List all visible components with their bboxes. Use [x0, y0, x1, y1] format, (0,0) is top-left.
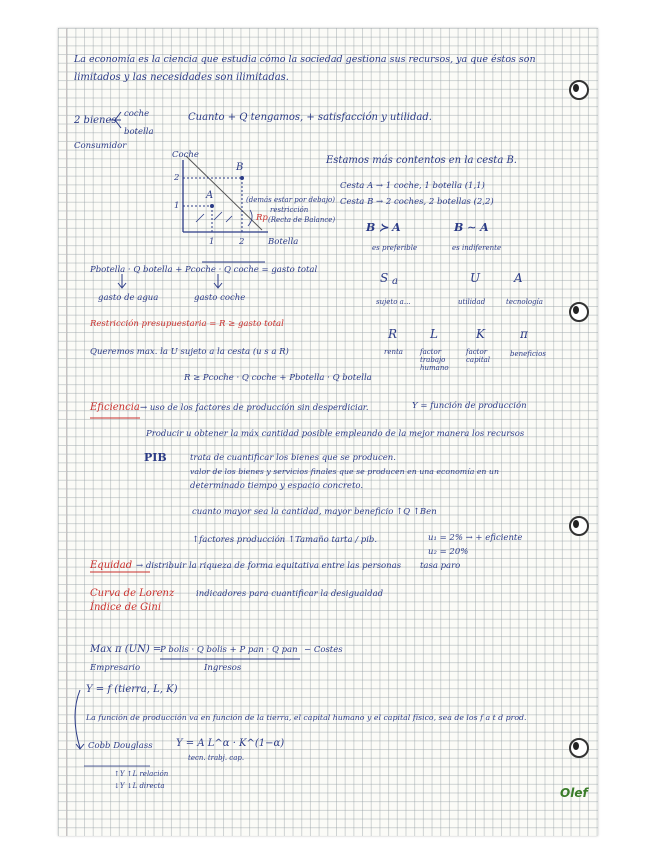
symbol-k: K [476, 327, 485, 341]
cesta-title: Estamos más contentos en la cesta B. [326, 155, 517, 166]
graph-y-tick-1: 1 [174, 201, 180, 211]
pib-line-1: trata de cuantificar los bienes que se producen. [190, 453, 396, 463]
graph-point-b: B [236, 162, 244, 173]
funcion-produccion: Y = función de producción [412, 401, 527, 411]
preference-label: es preferible [372, 244, 418, 252]
graph-x-tick-2: 2 [239, 237, 245, 247]
indicadores-note: indicadores para cuantificar la desigualdad [196, 589, 384, 599]
graph-y-label: Coche [172, 150, 199, 160]
max-ingresos: P bolis · Q bolis + P pan · Q pan [160, 645, 298, 655]
notebook-logo: Olef [560, 786, 588, 800]
equidad-text: → distribuir la riqueza de forma equitativa entre las personas [136, 561, 402, 571]
goods-coche: coche [124, 109, 150, 119]
empresario-label: Empresario [90, 663, 141, 673]
graph-point-a: A [206, 190, 214, 201]
graph-x-label: Botella [268, 237, 299, 247]
symbol-a-lower: a [392, 276, 398, 287]
indice-gini: Índice de Gini [90, 602, 162, 613]
cesta-a: Cesta A → 1 coche, 1 botella (1,1) [340, 181, 485, 191]
tasa-u2: u₂ = 20% [428, 547, 469, 557]
tasa-paro: tasa paro [420, 561, 461, 571]
symbol-pi: π [520, 327, 528, 341]
factores-produccion: ↑factores producción ↑Tamaño tarta / pib. [192, 535, 378, 545]
graph-note-1: (demás estar por debajo) [246, 196, 335, 204]
symbol-k-meaning: factor capital [466, 348, 491, 364]
gasto-equation: Pbotella · Q botella + Pcoche · Q coche = gasto total [90, 265, 318, 275]
funcion-prod-note: La función de producción va en función de la tierra, el capital humano y el capital físico, sea de los f a t d prod. [86, 713, 527, 722]
gasto-coche: gasto coche [194, 293, 246, 303]
symbol-r: R [388, 327, 398, 341]
cuanto-mayor: cuanto mayor sea la cantidad, mayor beneficio ↑Q ↑Ben [192, 507, 437, 517]
eficiencia-text: → uso de los factores de producción sin desperdiciar. [140, 403, 369, 413]
max-pi: Max π (UN) = [90, 644, 162, 655]
graph-note-3: (Recta de Balance) [268, 216, 336, 224]
relation-2: ↓Y ↓L directa [114, 782, 165, 790]
satisfaction-note: Cuanto + Q tengamos, + satisfacción y utilidad. [188, 112, 432, 123]
pib-line-2: valor de los bienes y servicios finales que se producen en una economía en un [190, 467, 499, 476]
graph-note-2: restricción [270, 206, 309, 214]
intro-line-2: limitados y las necesidades son ilimitadas. [74, 72, 289, 83]
curva-lorenz: Curva de Lorenz [90, 588, 175, 599]
cobb-equation: Y = A L^α · K^(1−α) [176, 738, 285, 749]
pib-label: PIB [144, 451, 167, 464]
gasto-agua: gasto de agua [98, 293, 159, 303]
restriccion-label: Restricción presupuestaria = R ≥ gasto total [90, 319, 284, 329]
queremos-note: Queremos max. la U sujeto a la cesta (u s a R) [90, 347, 289, 357]
symbol-l-meaning: factor trabajo humano [420, 348, 449, 372]
tasa-u1: u₁ = 2% → + eficiente [428, 533, 523, 543]
preference-symbol: B ≻ A [366, 221, 401, 234]
equidad-label: Equidad [90, 560, 133, 571]
symbol-pi-meaning: beneficios [510, 350, 546, 358]
goods-botella: botella [124, 127, 154, 137]
symbol-u: U [470, 271, 481, 285]
indifference-label: es indiferente [452, 244, 502, 252]
graph-x-tick-1: 1 [209, 237, 215, 247]
cesta-b: Cesta B → 2 coches, 2 botellas (2,2) [340, 197, 494, 207]
symbol-s-meaning: sujeto a... [376, 298, 411, 306]
symbol-r-meaning: renta [384, 348, 403, 356]
symbol-l: L [430, 327, 438, 341]
intro-line-1: La economía es la ciencia que estudia cómo la sociedad gestiona sus recursos, ya que éstos son [74, 54, 536, 65]
pib-line-3: determinado tiempo y espacio concreto. [190, 481, 364, 491]
eficiencia-label: Eficiencia [90, 402, 140, 413]
graph-rp-label: Rp [256, 213, 268, 223]
cobb-subtitles: tecn. trabj. cap. [188, 754, 245, 762]
ingresos-label: Ingresos [204, 663, 242, 673]
producir-note: Producir u obtener la máx cantidad posible empleando de la mejor manera los recursos [146, 429, 525, 439]
two-goods-label: 2 bienes [74, 115, 117, 126]
relation-1: ↑Y ↑L relación [114, 770, 169, 778]
symbol-u-meaning: utilidad [458, 298, 486, 306]
symbol-a-meaning: tecnología [506, 298, 543, 306]
graph-y-tick-2: 2 [174, 173, 180, 183]
y-function: Y = f (tierra, L, K) [86, 684, 178, 695]
cobb-douglass: Cobb Douglass [88, 741, 153, 751]
consumer-label: Consumidor [74, 141, 127, 151]
symbol-a-upper: A [514, 271, 523, 285]
max-costes: − Costes [304, 645, 343, 655]
symbol-s: S [380, 271, 389, 285]
indifference-symbol: B ∼ A [454, 221, 489, 234]
r-inequality: R ≥ Pcoche · Q coche + Pbotella · Q botella [184, 373, 372, 383]
